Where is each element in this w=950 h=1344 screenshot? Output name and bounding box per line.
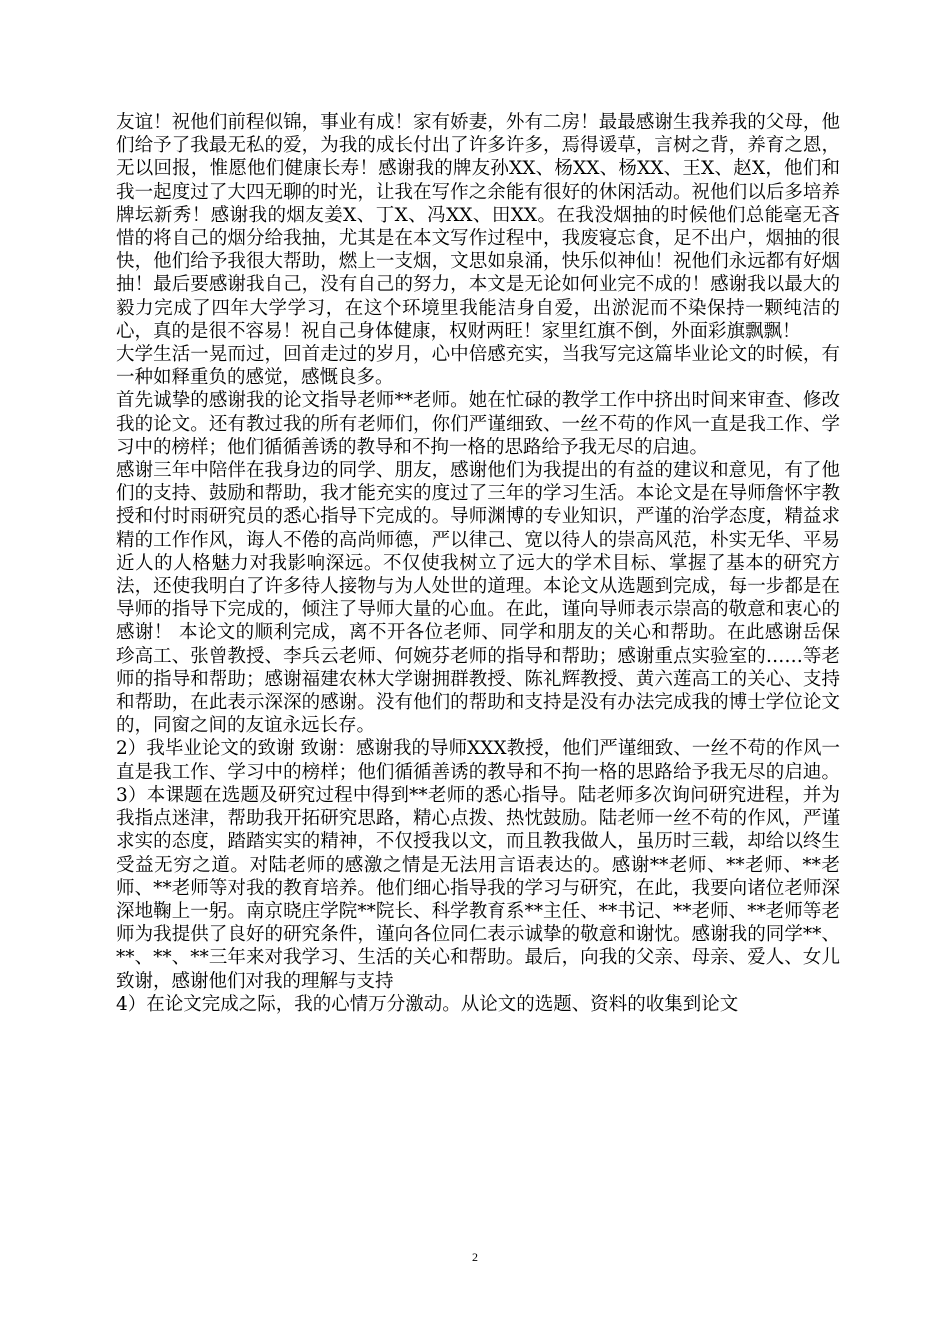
paragraph-4: 感谢三年中陪伴在我身边的同学、朋友，感谢他们为我提出的有益的建议和意见，有了他们的支持、鼓励和帮助，我才能充实的度过了三年的学习生活。本论文是在导师詹怀宇教授和付时雨研究员的悉心指导下完成的。导师渊博的专业知识，严谨的治学态度，精益求精的工作作风，诲人不倦的高尚师德，严以律己、宽以待人的崇高风范，朴实无华、平易近人的人格魅力对我影响深远。不仅使我树立了远大的学术目标、掌握了基本的研究方法，还使我明白了许多待人接物与为人处世的道理。本论文从选题到完成，每一步都是在导师的指导下完成的，倾注了导师大量的心血。在此，谨向导师表示崇高的敬意和衷心的感谢！ 本论文的顺利完成，离不开各位老师、同学和朋友的关心和帮助。在此感谢岳保珍高工、张曾教授、李兵云老师、何婉芬老师的指导和帮助；感谢重点实验室的……等老师的指导和帮助；感谢福建农林大学谢拥群教授、陈礼辉教授、黄六莲高工的关心、支持和帮助，在此表示深深的感谢。没有他们的帮助和支持是没有办法完成我的博士学位论文的，同窗之间的友谊永远长存。 — [116, 460, 840, 737]
paragraph-1: 友谊！祝他们前程似锦，事业有成！家有娇妻，外有二房！最最感谢生我养我的父母，他们给予了我最无私的爱，为我的成长付出了许多许多，焉得谖草，言树之背，养育之恩，无以回报，惟愿他们健康长寿！感谢我的牌友孙XX、杨XX、杨XX、王X、赵X，他们和我一起度过了大四无聊的时光，让我在写作之余能有很好的休闲活动。祝他们以后多培养牌坛新秀！感谢我的烟友姜X、丁X、冯XX、田XX。在我没烟抽的时候他们总能毫无吝惜的将自己的烟分给我抽，尤其是在本文写作过程中，我废寝忘食，足不出户，烟抽的很快，他们给予我很大帮助，燃上一支烟，文思如泉涌，快乐似神仙！祝他们永远都有好烟抽！最后要感谢我自己，没有自己的努力，本文是无论如何业完不成的！感谢我以最大的毅力完成了四年大学学习，在这个环境里我能洁身自爱，出淤泥而不染保持一颗纯洁的心，真的是很不容易！祝自己身体健康，权财两旺！家里红旗不倒，外面彩旗飘飘！ — [116, 112, 840, 342]
paragraph-5: 2）我毕业论文的致谢 致谢：感谢我的导师XXX教授，他们严谨细致、一丝不苟的作风一直是我工作、学习中的榜样；他们循循善诱的教导和不拘一格的思路给予我无尽的启迪。3）本课题在选题及研究过程中得到**老师的悉心指导。陆老师多次询问研究进程，并为我指点迷津，帮助我开拓研究思路，精心点拨、热忱鼓励。陆老师一丝不苟的作风，严谨求实的态度，踏踏实实的精神，不仅授我以文，而且教我做人，虽历时三载，却给以终生受益无穷之道。对陆老师的感激之情是无法用言语表达的。感谢**老师、**老师、**老师、**老师等对我的教育培养。他们细心指导我的学习与研究，在此，我要向诸位老师深深地鞠上一躬。南京晓庄学院**院长、科学教育系**主任、**书记、**老师、**老师等老师为我提供了良好的研究条件，谨向各位同仁表示诚挚的敬意和谢忱。感谢我的同学**、**、**、**三年来对我学习、生活的关心和帮助。最后，向我的父亲、母亲、爱人、女儿致谢，感谢他们对我的理解与支持 — [116, 738, 840, 992]
document-body — [116, 111, 840, 1016]
paragraph-3: 首先诚挚的感谢我的论文指导老师**老师。她在忙碌的教学工作中挤出时间来审查、修改我的论文。还有教过我的所有老师们，你们严谨细致、一丝不苟的作风一直是我工作、学习中的榜样；他们循循善诱的教导和不拘一格的思路给予我无尽的启迪。 — [116, 390, 840, 458]
paragraph-6: 4）在论文完成之际，我的心情万分激动。从论文的选题、资料的收集到论文 — [116, 993, 739, 1015]
paragraph-2: 大学生活一晃而过，回首走过的岁月，心中倍感充实，当我写完这篇毕业论文的时候，有一种如释重负的感觉，感慨良多。 — [116, 344, 840, 389]
page-number: 2 — [472, 1250, 478, 1264]
